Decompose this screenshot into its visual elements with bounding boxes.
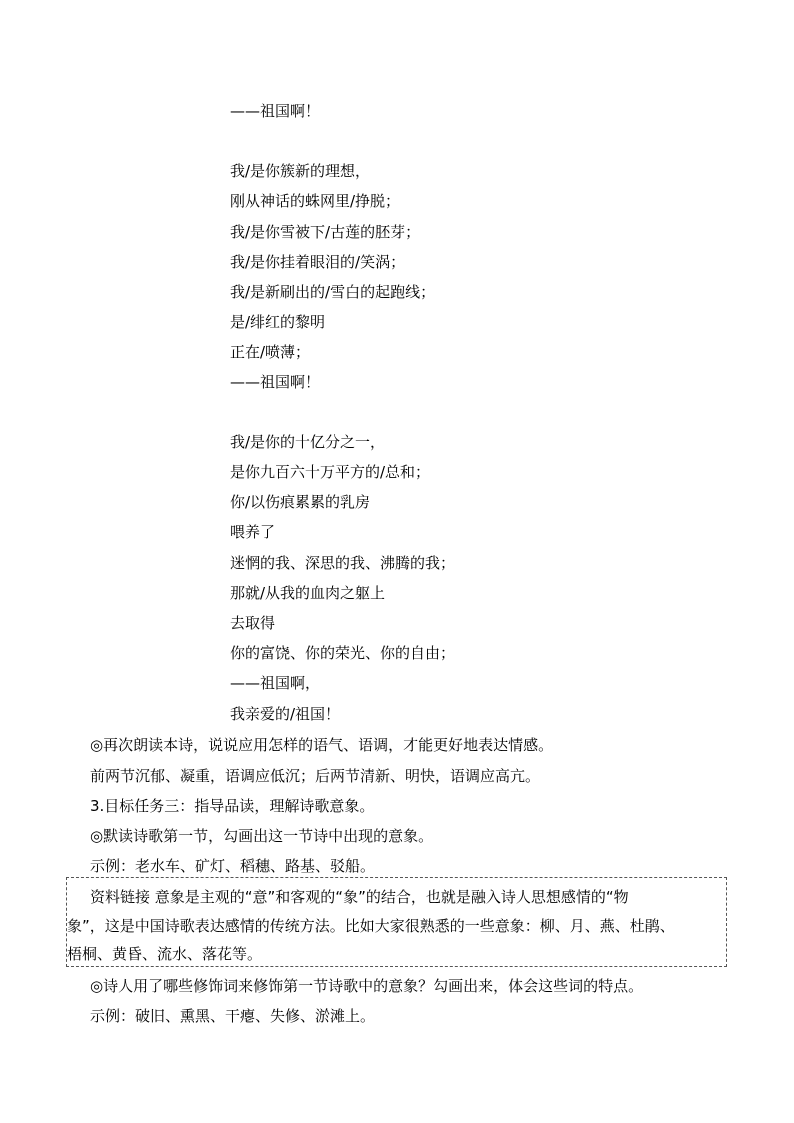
- reading-question: ◎再次朗读本诗，说说应用怎样的语气、语调，才能更好地表达情感。: [90, 736, 554, 754]
- poem-line: 喂养了: [230, 523, 276, 541]
- poem-line: 那就/从我的血肉之躯上: [230, 584, 386, 602]
- poem-line: 我/是你挂着眼泪的/笑涡；: [230, 253, 406, 271]
- imagery-answer: 示例：老水车、矿灯、稻穗、路基、驳船。: [90, 857, 376, 875]
- resource-link-line: 梧桐、黄昏、流水、落花等。: [67, 945, 263, 963]
- poem-line: 我亲爱的/祖国！: [230, 705, 341, 723]
- poem-line: ——祖国啊！: [230, 373, 321, 391]
- poem-line: ——祖国啊！: [230, 102, 321, 120]
- poem-line: 我/是你雪被下/古莲的胚芽；: [230, 223, 421, 241]
- poem-line: 我/是新刷出的/雪白的起跑线；: [230, 283, 436, 301]
- poem-line: 你的富饶、你的荣光、你的自由；: [230, 644, 456, 662]
- poem-line: 正在/喷薄；: [230, 343, 311, 361]
- modifiers-question: ◎诗人用了哪些修饰词来修饰第一节诗歌中的意象？勾画出来，体会这些词的特点。: [90, 977, 644, 995]
- resource-link-line: 象”，这是中国诗歌表达感情的传统方法。比如大家很熟悉的一些意象：柳、月、燕、杜鹃、: [67, 917, 675, 935]
- modifiers-answer: 示例：破旧、熏黑、干瘪、失修、淤滩上。: [90, 1007, 376, 1025]
- poem-line: 迷惘的我、深思的我、沸腾的我；: [230, 554, 456, 572]
- resource-link-line: 资料链接 意象是主观的“意”和客观的“象”的结合，也就是融入诗人思想感情的“物: [90, 888, 629, 906]
- poem-line: ——祖国啊，: [230, 674, 321, 692]
- poem-line: 是/绯红的黎明: [230, 313, 326, 331]
- poem-line: 去取得: [230, 614, 276, 632]
- reading-answer: 前两节沉郁、凝重，语调应低沉；后两节清新、明快，语调应高亢。: [90, 767, 541, 785]
- poem-line: 你/以伤痕累累的乳房: [230, 493, 371, 511]
- imagery-question: ◎默读诗歌第一节，勾画出这一节诗中出现的意象。: [90, 827, 434, 845]
- poem-line: 我/是你簇新的理想，: [230, 162, 371, 180]
- poem-line: 我/是你的十亿分之一，: [230, 433, 386, 451]
- resource-link-box: [66, 877, 727, 967]
- poem-line: 刚从神话的蛛网里/挣脱；: [230, 192, 401, 210]
- task-heading: 3.目标任务三：指导品读，理解诗歌意象。: [90, 797, 375, 815]
- poem-line: 是你九百六十万平方的/总和；: [230, 463, 431, 481]
